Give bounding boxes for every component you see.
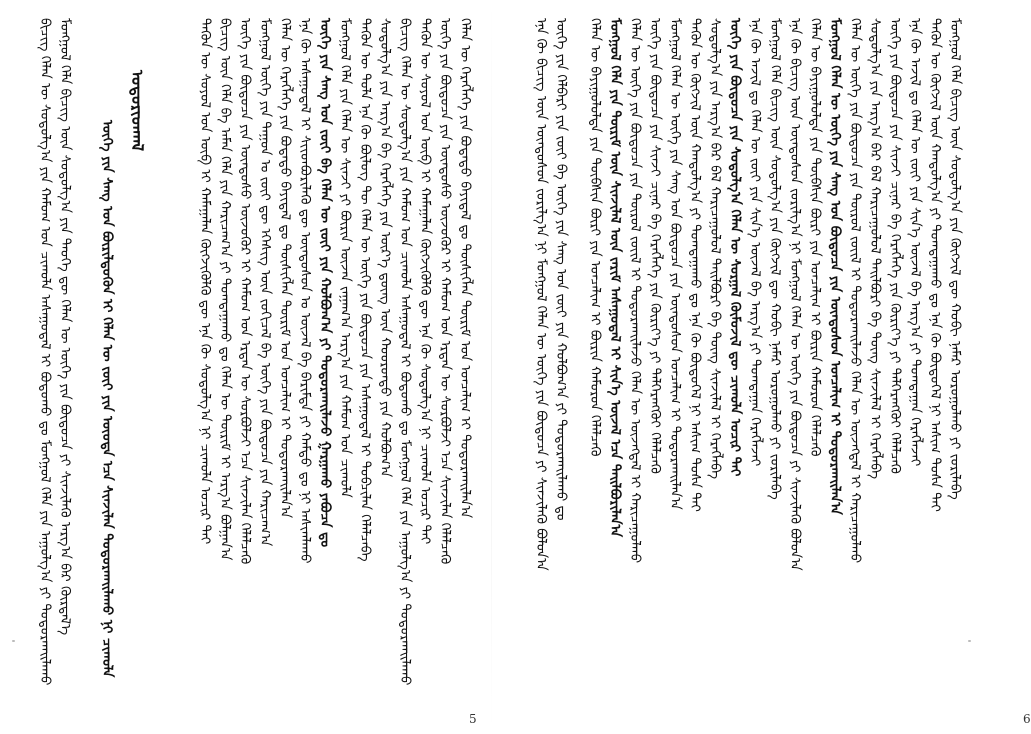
text-line: ᠲᠡᠭᠦᠨ ᠦ ᠬᠥᠭᠵᠢᠯ ᠦᠨ ᠬᠠᠨᠳᠤᠯᠭ᠎ᠠ ᠶᠢ ᠲᠣᠭᠲᠠᠭᠠᠬᠤ ᠳᠤ ᠡᠨᠡ ᠬᠦ ᠪᠦᠲᠦᠭᠡᠯ ᠨᠢ ᠠᠰᠢᠭ ᠲᠤᠰᠠ ᠲᠠᠢ (687, 18, 703, 512)
text-line: ᠬᠡᠯᠡᠨ ᠦ ᠬᠡᠷᠡᠭᠯᠡᠭᠡ ᠶᠢᠨ ᠪᠣᠳᠠᠲᠤ ᠪᠠᠶᠢᠳᠠᠯ ᠳᠤ ᠲᠦᠰᠢᠭᠯᠡᠨ ᠳᠦᠷᠢᠮ ᠤᠨ ᠣᠨᠴᠠᠯᠢᠭ ᠢ ᠲᠣᠳᠣᠷᠬᠠᠢᠯᠠᠨ᠎ᠠ (457, 18, 473, 519)
text-line: ᠬᠡᠯᠡᠨ ᠦ ᠪᠠᠶᠢᠭᠤᠯᠤᠯᠲᠠ ᠶᠢᠨ ᠲᠦᠪᠰᠢᠨ ᠪᠦᠷᠢ ᠶᠢᠨ ᠣᠨᠴᠠᠯᠢᠭ ᠢ ᠪᠦᠷᠢᠨ ᠬᠠᠮᠤᠷᠤᠨ ᠬᠡᠯᠡᠯᠴᠡᠬᠦ (807, 18, 823, 457)
text-line: ᠰᠤᠳᠤᠯᠭ᠎ᠠ ᠶᠢᠨ ᠠᠷᠭ᠎ᠠ ᠪᠠᠷ ᠪᠠᠯ ᠬᠠᠷᠢᠴᠠᠭᠤᠯᠤᠯ ᠲᠠᠢᠯᠪᠤᠷᠢ ᠪᠠ ᠳᠦᠩ ᠰᠢᠨᠵᠢᠯᠡᠯ ᠢ ᠬᠡᠷᠡᠭᠯᠡᠪᠡ (707, 18, 723, 480)
text-line: ᠡᠨᠡ ᠬᠦ ᠠᠵᠢᠯ ᠳᠤ ᠬᠡᠯᠡᠨ ᠦ ᠵᠦᠢ ᠶᠢᠨ ᠰᠢᠨ᠎ᠡ ᠦᠵᠡᠯ ᠪᠠ ᠠᠷᠭ᠎ᠠ ᠶᠢ ᠲᠣᠭᠲᠠᠭᠠᠨ ᠬᠡᠷᠡᠭᠯᠡᠵᠡᠢ (907, 18, 923, 467)
text-line: ᠦᠭᠡ ᠶᠢᠨ ᠰᠠᠩ ᠤᠨ ᠵᠦᠢ ᠪᠠ ᠬᠡᠯᠡᠨ ᠦ ᠵᠦᠢ ᠶᠢᠨ ᠬᠣᠯᠪᠣᠭ᠎ᠠ ᠶᠢ ᠲᠣᠳᠣᠷᠬᠠᠢᠯᠠᠵᠤ ᠭᠠᠷᠭᠠᠬᠤ ᠶᠠᠪᠤᠴᠠ ᠳᠤ (317, 18, 333, 548)
text-line: ᠬᠡᠯᠡᠨ ᠦ ᠬᠡᠷᠡᠭᠯᠡᠭᠡ ᠶᠢᠨ ᠪᠣᠳᠠᠲᠤ ᠪᠠᠶᠢᠳᠠᠯ ᠳᠤ ᠲᠦᠰᠢᠭᠯᠡᠨ ᠳᠦᠷᠢᠮ ᠤᠨ ᠣᠨᠴᠠᠯᠢᠭ ᠢ ᠲᠣᠳᠣᠷᠬᠠᠢᠯᠠᠨ᠎ᠠ (277, 18, 293, 519)
paper-speck (12, 640, 15, 642)
text-line: ᠮᠣᠩᠭᠣᠯ ᠬᠡᠯᠡᠨ ᠦ ᠦᠭᠡ ᠶᠢᠨ ᠰᠠᠩ ᠤᠨ ᠪᠦᠲᠦᠴᠡ ᠶᠢᠨ ᠦᠨᠳᠦᠰᠦᠨ ᠣᠨᠴᠠᠯᠢᠭ ᠢ ᠲᠣᠳᠣᠷᠬᠠᠢᠯᠠᠨ᠎ᠠ (667, 18, 683, 510)
text-line: ᠬᠡᠯᠡᠨ ᠦ ᠦᠭᠡ ᠶᠢᠨ ᠪᠦᠲᠦᠴᠡ ᠶᠢᠨ ᠲᠥᠷᠥᠯ ᠵᠦᠢᠯ ᠢ ᠲᠣᠳᠣᠷᠬᠠᠢᠯᠠᠵᠤ ᠬᠡᠯᠡᠨ ᠦ ᠦᠵᠡᠭᠳᠡᠯ ᠢ ᠬᠠᠷᠢᠴᠠᠭᠤᠯᠬᠤ (847, 18, 863, 564)
text-line: ᠡᠨᠡ ᠬᠦ ᠪᠢᠴᠢᠭ ᠦᠨ ᠦᠨᠳᠦᠰᠦᠨ ᠵᠣᠷᠢᠯᠭ᠎ᠠ ᠨᠢ ᠮᠣᠩᠭᠣᠯ ᠬᠡᠯᠡᠨ ᠦ ᠦᠭᠡ ᠶᠢᠨ ᠪᠦᠲᠦᠴᠡ ᠶᠢ ᠰᠢᠨᠵᠢᠯᠡᠬᠦ ᠪᠣᠯᠤᠨ᠎ᠠ (533, 18, 549, 571)
section-heading: ᠤᠳᠤᠷᠢᠳᠬᠠᠯ (128, 70, 147, 152)
text-line: ᠮᠣᠩᠭᠣᠯ ᠬᠡᠯᠡ ᠪᠢᠴᠢᠭ ᠦᠨ ᠰᠤᠳᠤᠯᠭ᠎ᠠ ᠶᠢᠨ ᠬᠥᠭᠵᠢᠯ ᠳᠦ ᠬᠤᠪᠢ ᠨᠡᠮᠡᠷ ᠣᠷᠣᠭᠤᠯᠬᠤ ᠶᠢ ᠵᠣᠷᠢᠯᠠᠪᠠ (767, 18, 783, 500)
text-line: ᠡᠨᠡ ᠬᠦ ᠠᠰᠠᠭᠤᠳᠠᠯ ᠢ ᠰᠢᠢᠳᠪᠦᠷᠢᠯᠡᠬᠦ ᠳᠦ ᠦᠨᠳᠦᠰᠦᠨ ᠤ ᠦᠵᠡᠯ ᠪᠠ ᠪᠠᠷᠢᠮᠲᠠ ᠶᠢ ᠬᠠᠮᠲᠤ ᠳᠤ ᠨᠢ ᠠᠰᠢᠭᠯᠠᠬᠤ (297, 18, 313, 564)
text-line: ᠲᠡᠭᠦᠨ ᠦ ᠰᠣᠶᠣᠯ ᠤᠨ ᠦᠪ ᠢ ᠬᠠᠮᠠᠭᠠᠯᠠᠨ ᠬᠥᠭᠵᠢᠭᠦᠯᠬᠦ ᠳᠦ ᠡᠨᠡ ᠬᠦ ᠰᠤᠳᠤᠯᠭ᠎ᠠ ᠨᠢ ᠴᠢᠬᠤᠯᠠ ᠤᠴᠢᠷ ᠲᠠᠢ (197, 18, 213, 545)
paper-speck (968, 640, 971, 642)
text-line: ᠮᠣᠩᠭᠣᠯ ᠬᠡᠯᠡ ᠶᠢᠨ ᠬᠡᠯᠡᠨ ᠦ ᠰᠢᠨᠵᠢ ᠶᠢ ᠪᠦᠷᠢᠨ ᠦᠵᠡᠨ ᠵᠠᠭᠠᠭ᠎ᠠ ᠠᠷᠭ᠎ᠠ ᠶᠢᠨ ᠬᠠᠮᠤᠭ ᠤᠨ ᠴᠢᠬᠤᠯᠠ (337, 18, 353, 498)
text-line: ᠦᠭᠡ ᠶᠢᠨ ᠪᠦᠲᠦᠴᠡ ᠶᠢᠨ ᠦᠨᠳᠦᠰᠦ ᠦᠵᠦᠭᠦᠷ ᠢ ᠬᠠᠮᠤᠭ ᠤᠨ ᠡᠷᠲᠡᠨ ᠦ ᠰᠤᠷᠪᠤᠯᠵᠢ ᠡᠴᠡ ᠰᠢᠨᠵᠢᠯᠡᠨ ᠬᠡᠯᠡᠯᠴᠡᠬᠦ (437, 18, 453, 565)
text-line: ᠮᠣᠩᠭᠣᠯ ᠬᠡᠯᠡ ᠶᠢᠨ ᠳᠦᠷᠢᠮ ᠦᠨ ᠰᠢᠨᠵᠢᠯᠡᠯ ᠦᠨ ᠵᠠᠷᠢᠮ ᠠᠰᠠᠭᠤᠳᠠᠯ ᠢ ᠰᠢᠨ᠎ᠡ ᠦᠵᠡᠯ ᠡᠴᠡ ᠲᠠᠢᠯᠪᠤᠷᠢᠯᠠᠨ᠎ᠠ (607, 18, 623, 538)
page-number: 6 (1023, 712, 1031, 726)
text-line: ᠦᠭᠡ ᠶᠢᠨ ᠪᠦᠲᠦᠴᠡ ᠶᠢᠨ ᠰᠢᠨᠵᠢ ᠴᠢᠨᠠᠷ ᠪᠠ ᠬᠡᠷᠡᠭᠯᠡᠭᠡ ᠶᠢᠨ ᠬᠦᠷᠢᠶ᠎ᠡ ᠶᠢ ᠳᠡᠯᠭᠡᠷᠡᠩᠭᠦᠢ ᠬᠡᠯᠡᠯᠴᠡᠬᠦ (647, 18, 663, 474)
text-line: ᠲᠡᠭᠦᠨ ᠦ ᠬᠥᠭᠵᠢᠯ ᠦᠨ ᠬᠠᠨᠳᠤᠯᠭ᠎ᠠ ᠶᠢ ᠲᠣᠭᠲᠠᠭᠠᠬᠤ ᠳᠤ ᠡᠨᠡ ᠬᠦ ᠪᠦᠲᠦᠭᠡᠯ ᠨᠢ ᠠᠰᠢᠭ ᠲᠤᠰᠠ ᠲᠠᠢ (927, 18, 943, 512)
text-line: ᠲᠡᠭᠦᠨ ᠦ ᠰᠣᠶᠣᠯ ᠤᠨ ᠦᠪ ᠢ ᠬᠠᠮᠠᠭᠠᠯᠠᠨ ᠬᠥᠭᠵᠢᠭᠦᠯᠬᠦ ᠳᠦ ᠡᠨᠡ ᠬᠦ ᠰᠤᠳᠤᠯᠭ᠎ᠠ ᠨᠢ ᠴᠢᠬᠤᠯᠠ ᠤᠴᠢᠷ ᠲᠠᠢ (417, 18, 433, 545)
text-line: ᠦᠭᠡ ᠶᠢᠨ ᠰᠠᠩ ᠤᠨ ᠪᠦᠷᠢᠯᠳᠦᠭᠦᠨ ᠢ ᠬᠡᠯᠡᠨ ᠦ ᠵᠦᠢ ᠶᠢᠨ ᠦᠦᠳᠡ ᠡᠴᠡ ᠰᠢᠨᠵᠢᠯᠡᠨ ᠲᠣᠳᠣᠷᠬᠠᠢᠯᠠᠬᠤ ᠨᠢ ᠴᠢᠬᠤᠯᠠ (99, 120, 115, 678)
text-line: ᠮᠣᠩᠭᠣᠯ ᠦᠭᠡ ᠶᠢᠨ ᠳᠠᠭᠤᠨ ᠤ ᠵᠦᠢ ᠳᠦ ᠡᠭᠡᠰᠢᠭ ᠦᠨ ᠵᠣᠬᠢᠴᠠᠯ ᠪᠠ ᠦᠭᠡ ᠶᠢᠨ ᠪᠦᠲᠦᠴᠡ ᠶᠢᠨ ᠬᠠᠷᠢᠴᠠᠭ᠎ᠠ (257, 18, 273, 547)
text-line: ᠦᠭᠡ ᠶᠢᠨ ᠪᠦᠲᠦᠴᠡ ᠶᠢᠨ ᠰᠤᠳᠤᠯᠭ᠎ᠠ ᠬᠡᠯᠡᠨ ᠦ ᠰᠤᠷᠭᠠᠯ ᠬᠦᠮᠦᠵᠢᠯ ᠳᠦ ᠴᠢᠬᠤᠯᠠ ᠤᠴᠢᠷ ᠲᠠᠢ (727, 18, 743, 477)
text-line: ᠮᠣᠩᠭᠣᠯ ᠬᠡᠯᠡ ᠪᠢᠴᠢᠭ ᠦᠨ ᠰᠤᠳᠤᠯᠭ᠎ᠠ ᠶᠢᠨ ᠲᠡᠦᠬᠡ ᠳᠦ ᠬᠡᠯᠡᠨ ᠦ ᠦᠭᠡ ᠶᠢᠨ ᠪᠦᠲᠦᠴᠡ ᠶᠢ ᠰᠢᠨᠵᠢᠯᠡᠬᠦ ᠠᠷᠭ᠎ᠠ ᠪᠠᠷ ᠬᠦᠷᠲᠡᠯ᠎ᠡ (57, 18, 73, 636)
text-line: ᠬᠡᠯᠡᠨ ᠦ ᠪᠠᠶᠢᠭᠤᠯᠤᠯᠲᠠ ᠶᠢᠨ ᠲᠦᠪᠰᠢᠨ ᠪᠦᠷᠢ ᠶᠢᠨ ᠣᠨᠴᠠᠯᠢᠭ ᠢ ᠪᠦᠷᠢᠨ ᠬᠠᠮᠤᠷᠤᠨ ᠬᠡᠯᠡᠯᠴᠡᠬᠦ (587, 18, 603, 457)
text-line: ᠲᠡᠭᠦᠨ ᠦ ᠲᠤᠯᠠ ᠡᠨᠡ ᠬᠦ ᠪᠦᠯᠦᠭ ᠲᠦ ᠬᠡᠯᠡᠨ ᠦ ᠦᠭᠡ ᠶᠢᠨ ᠪᠦᠲᠦᠴᠡ ᠶᠢᠨ ᠠᠰᠠᠭᠤᠳᠠᠯ ᠢ ᠲᠣᠪᠴᠢᠯᠠᠨ ᠬᠡᠯᠡᠯᠴᠡᠪᠡ (357, 18, 373, 562)
text-line: ᠡᠨᠡ ᠬᠦ ᠪᠢᠴᠢᠭ ᠦᠨ ᠦᠨᠳᠦᠰᠦᠨ ᠵᠣᠷᠢᠯᠭ᠎ᠠ ᠨᠢ ᠮᠣᠩᠭᠣᠯ ᠬᠡᠯᠡᠨ ᠦ ᠦᠭᠡ ᠶᠢᠨ ᠪᠦᠲᠦᠴᠡ ᠶᠢ ᠰᠢᠨᠵᠢᠯᠡᠬᠦ ᠪᠣᠯᠤᠨ᠎ᠠ (787, 18, 803, 571)
text-line: ᠪᠢᠴᠢᠭ᠌ ᠬᠡᠯᠡᠨ ᠦ ᠰᠤᠳᠤᠯᠭ᠎ᠠ ᠶᠢᠨ ᠬᠠᠮᠤᠭ ᠤᠨ ᠴᠢᠬᠤᠯᠠ ᠠᠰᠠᠭᠤᠳᠠᠯ ᠢ ᠪᠣᠳᠣᠬᠤ ᠳᠤ ᠮᠣᠩᠭᠣᠯ ᠬᠡᠯᠡ ᠶᠢᠨ ᠠᠭᠤᠯᠭ᠎ᠠ ᠶᠢ ᠲᠣᠳᠣᠷᠬᠠᠢᠯᠠᠬᠤ (37, 18, 53, 686)
text-line: ᠬᠡᠯᠡᠨ ᠦ ᠦᠭᠡ ᠶᠢᠨ ᠪᠦᠲᠦᠴᠡ ᠶᠢᠨ ᠲᠥᠷᠥᠯ ᠵᠦᠢᠯ ᠢ ᠲᠣᠳᠣᠷᠬᠠᠢᠯᠠᠵᠤ ᠬᠡᠯᠡᠨ ᠦ ᠦᠵᠡᠭᠳᠡᠯ ᠢ ᠬᠠᠷᠢᠴᠠᠭᠤᠯᠬᠤ (627, 18, 643, 564)
text-line: ᠪᠢᠴᠢᠭ᠌ ᠬᠡᠯᠡᠨ ᠦ ᠰᠤᠳᠤᠯᠭ᠎ᠠ ᠶᠢᠨ ᠬᠠᠮᠤᠭ ᠤᠨ ᠴᠢᠬᠤᠯᠠ ᠠᠰᠠᠭᠤᠳᠠᠯ ᠢ ᠪᠣᠳᠣᠬᠤ ᠳᠤ ᠮᠣᠩᠭᠣᠯ ᠬᠡᠯᠡ ᠶᠢᠨ ᠠᠭᠤᠯᠭ᠎ᠠ ᠶᠢ ᠲᠣᠳᠣᠷᠬᠠᠢᠯᠠᠬᠤ (397, 18, 413, 686)
text-line: ᠦᠭᠡ ᠶᠢᠨ ᠬᠡᠯᠪᠡᠷᠢ ᠶᠢᠨ ᠵᠦᠢ ᠪᠠ ᠦᠭᠡ ᠶᠢᠨ ᠰᠠᠩ ᠤᠨ ᠵᠦᠢ ᠶᠢᠨ ᠬᠣᠯᠪᠣᠭ᠎ᠠ ᠶᠢ ᠲᠣᠳᠣᠷᠬᠠᠢᠯᠠᠬᠤ ᠳᠤ (553, 18, 569, 521)
page-left (0, 0, 492, 734)
text-line: ᠮᠣᠩᠭᠣᠯ ᠬᠡᠯᠡ ᠪᠢᠴᠢᠭ ᠦᠨ ᠰᠤᠳᠤᠯᠭ᠎ᠠ ᠶᠢᠨ ᠬᠥᠭᠵᠢᠯ ᠳᠦ ᠬᠤᠪᠢ ᠨᠡᠮᠡᠷ ᠣᠷᠣᠭᠤᠯᠬᠤ ᠶᠢ ᠵᠣᠷᠢᠯᠠᠪᠠ (947, 18, 963, 500)
text-line: ᠰᠤᠳᠤᠯᠭ᠎ᠠ ᠶᠢᠨ ᠠᠷᠭ᠎ᠠ ᠪᠠ ᠬᠡᠷᠡᠭᠯᠡᠭᠡ ᠶᠢᠨ ᠦᠷ᠎ᠡ ᠳ᠋ᠦᠩ ᠦᠨ ᠬᠣᠣᠷᠣᠨᠳᠣ ᠶᠢᠨ ᠬᠣᠯᠪᠣᠭ᠎ᠠ (377, 18, 393, 478)
text-line: ᠦᠭᠡ ᠶᠢᠨ ᠪᠦᠲᠦᠴᠡ ᠶᠢᠨ ᠰᠢᠨᠵᠢ ᠴᠢᠨᠠᠷ ᠪᠠ ᠬᠡᠷᠡᠭᠯᠡᠭᠡ ᠶᠢᠨ ᠬᠦᠷᠢᠶ᠎ᠡ ᠶᠢ ᠳᠡᠯᠭᠡᠷᠡᠩᠭᠦᠢ ᠬᠡᠯᠡᠯᠴᠡᠬᠦ (887, 18, 903, 474)
text-line: ᠰᠤᠳᠤᠯᠭ᠎ᠠ ᠶᠢᠨ ᠠᠷᠭ᠎ᠠ ᠪᠠᠷ ᠪᠠᠯ ᠬᠠᠷᠢᠴᠠᠭᠤᠯᠤᠯ ᠲᠠᠢᠯᠪᠤᠷᠢ ᠪᠠ ᠳᠦᠩ ᠰᠢᠨᠵᠢᠯᠡᠯ ᠢ ᠬᠡᠷᠡᠭᠯᠡᠪᠡ (867, 18, 883, 480)
text-line: ᠪᠢᠴᠢᠭ ᠦᠨ ᠬᠡᠯᠡ ᠪᠠ ᠠᠮᠠᠨ ᠬᠡᠯᠡ ᠶᠢᠨ ᠬᠠᠷᠢᠴᠠᠭ᠎ᠠ ᠶᠢ ᠲᠣᠭᠲᠠᠭᠠᠬᠤ ᠳᠤ ᠬᠡᠯᠡᠨ ᠦ ᠳᠦᠷᠢᠮ ᠢ ᠠᠷᠭ᠎ᠠ ᠪᠣᠯᠭᠠᠨ᠎ᠠ (217, 18, 233, 561)
page-right (492, 0, 1031, 734)
page-number: 5 (469, 712, 477, 726)
text-line: ᠦᠭᠡ ᠶᠢᠨ ᠪᠦᠲᠦᠴᠡ ᠶᠢᠨ ᠦᠨᠳᠦᠰᠦ ᠦᠵᠦᠭᠦᠷ ᠢ ᠬᠠᠮᠤᠭ ᠤᠨ ᠡᠷᠲᠡᠨ ᠦ ᠰᠤᠷᠪᠤᠯᠵᠢ ᠡᠴᠡ ᠰᠢᠨᠵᠢᠯᠡᠨ ᠬᠡᠯᠡᠯᠴᠡᠬᠦ (237, 18, 253, 565)
text-line: ᠮᠣᠩᠭᠣᠯ ᠬᠡᠯᠡᠨ ᠦ ᠦᠭᠡ ᠶᠢᠨ ᠰᠠᠩ ᠤᠨ ᠪᠦᠲᠦᠴᠡ ᠶᠢᠨ ᠦᠨᠳᠦᠰᠦᠨ ᠣᠨᠴᠠᠯᠢᠭ ᠢ ᠲᠣᠳᠣᠷᠬᠠᠢᠯᠠᠨ᠎ᠠ (827, 18, 843, 515)
text-line: ᠡᠨᠡ ᠬᠦ ᠠᠵᠢᠯ ᠳᠤ ᠬᠡᠯᠡᠨ ᠦ ᠵᠦᠢ ᠶᠢᠨ ᠰᠢᠨ᠎ᠡ ᠦᠵᠡᠯ ᠪᠠ ᠠᠷᠭ᠎ᠠ ᠶᠢ ᠲᠣᠭᠲᠠᠭᠠᠨ ᠬᠡᠷᠡᠭᠯᠡᠵᠡᠢ (747, 18, 763, 467)
